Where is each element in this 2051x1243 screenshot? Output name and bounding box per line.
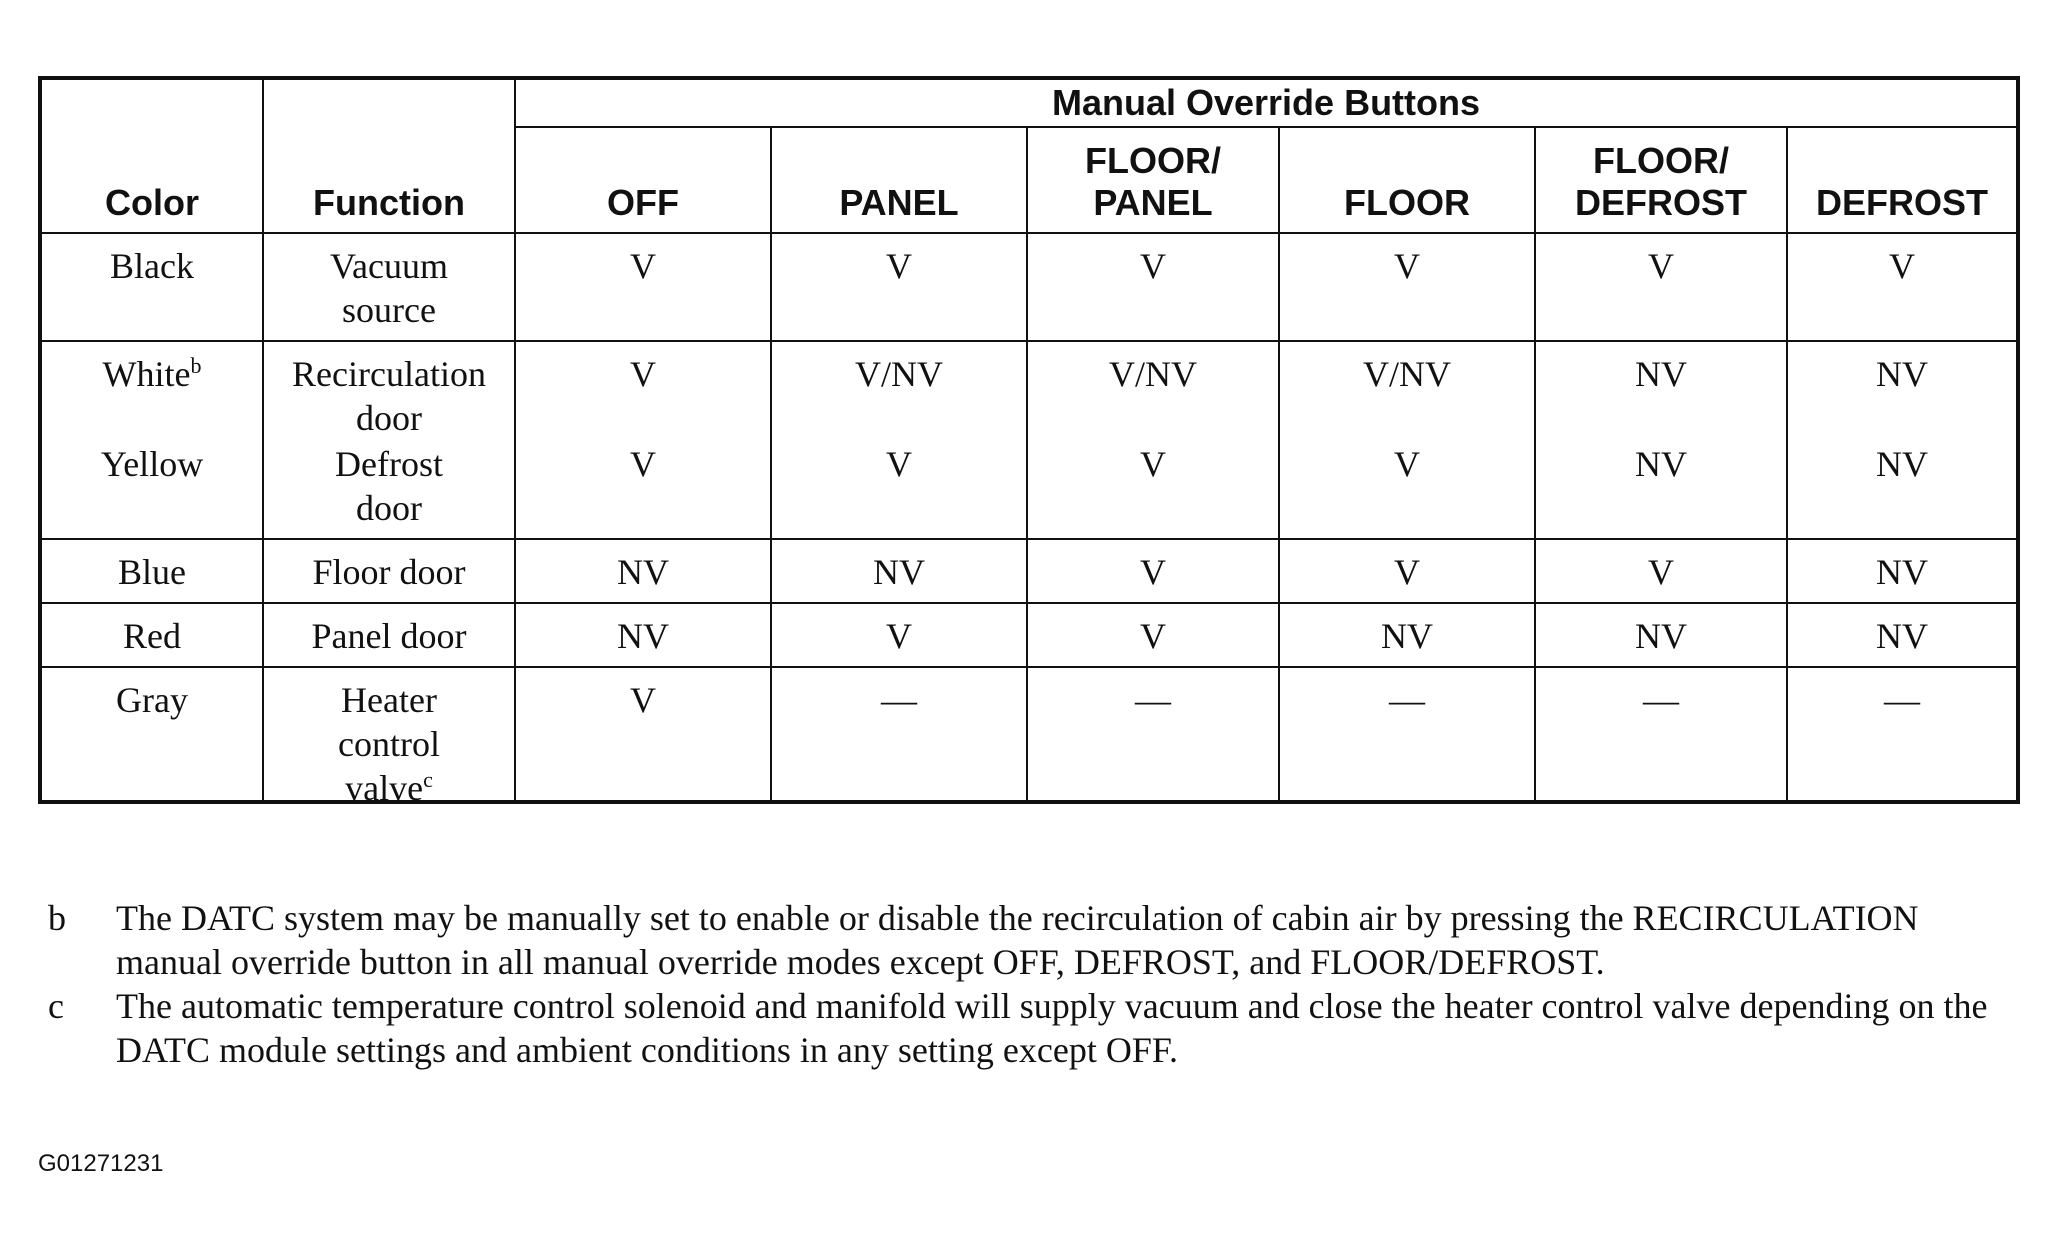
function-header <box>264 80 516 234</box>
column-header-line: FLOOR <box>1344 182 1470 223</box>
value-entry <box>772 678 1026 722</box>
color-name: Gray <box>116 680 188 720</box>
value-cell <box>1280 234 1536 342</box>
vacuum-value: NV <box>1635 354 1687 394</box>
value-cell <box>516 234 772 342</box>
color-entry <box>42 352 262 442</box>
value-entry <box>1280 678 1534 722</box>
function-line <box>264 244 514 288</box>
value-entry <box>772 550 1026 594</box>
value-entry <box>1536 550 1786 594</box>
value-cell <box>772 540 1028 604</box>
value-entry <box>516 352 770 442</box>
value-entry <box>1028 244 1278 288</box>
value-entry <box>1028 614 1278 658</box>
vacuum-value: — <box>1884 680 1920 720</box>
value-entry <box>1788 614 2016 658</box>
value-cell <box>1788 540 2016 604</box>
vacuum-value: V <box>1394 444 1420 484</box>
function-line <box>264 766 514 810</box>
vacuum-value: — <box>1389 680 1425 720</box>
value-entry <box>1536 352 1786 442</box>
vacuum-value: NV <box>1635 616 1687 656</box>
column-header-line: OFF <box>607 182 679 223</box>
function-line <box>264 486 514 530</box>
value-cell <box>772 234 1028 342</box>
value-cell <box>772 668 1028 800</box>
value-cell <box>1028 604 1280 668</box>
function-line <box>264 288 514 332</box>
vacuum-value: V <box>1140 246 1166 286</box>
column-header <box>1028 128 1280 234</box>
function-cell <box>264 604 516 668</box>
value-entry <box>1280 442 1534 532</box>
vacuum-value: V <box>630 246 656 286</box>
value-entry <box>1788 244 2016 288</box>
value-entry <box>772 352 1026 442</box>
value-cell <box>516 668 772 800</box>
column-header-line: PANEL <box>839 182 959 223</box>
vacuum-value: NV <box>617 552 669 592</box>
value-cell <box>772 604 1028 668</box>
value-entry <box>1280 550 1534 594</box>
vacuum-value: V <box>886 246 912 286</box>
vacuum-value: — <box>1135 680 1171 720</box>
value-entry <box>1536 442 1786 532</box>
value-entry <box>1536 678 1786 722</box>
function-text: Heater <box>341 680 437 720</box>
value-cell <box>1280 342 1536 540</box>
value-entry <box>1536 244 1786 288</box>
footnotes <box>48 896 2018 1072</box>
footnote-ref: c <box>423 767 433 792</box>
color-cell <box>42 604 264 668</box>
value-cell <box>1280 604 1536 668</box>
vacuum-value: V <box>1889 246 1915 286</box>
vacuum-value: V <box>1394 246 1420 286</box>
vacuum-value: NV <box>1635 444 1687 484</box>
vacuum-value: V/NV <box>1363 354 1451 394</box>
color-cell <box>42 342 264 540</box>
column-header <box>772 128 1028 234</box>
value-cell <box>516 540 772 604</box>
vacuum-value: NV <box>1876 444 1928 484</box>
value-entry <box>516 614 770 658</box>
color-name: Blue <box>118 552 186 592</box>
value-entry <box>516 442 770 532</box>
function-line <box>264 396 514 440</box>
color-entry <box>42 614 262 658</box>
function-entry <box>264 442 514 532</box>
value-entry <box>1028 352 1278 442</box>
vacuum-value: V <box>630 680 656 720</box>
footnote-text: The automatic temperature control solenoid and manifold will supply vacuum and close the heater control valve depending on the DATC module settings and ambient conditions in any setting except OFF. <box>116 986 1988 1070</box>
vacuum-value: NV <box>873 552 925 592</box>
function-line <box>264 614 514 658</box>
value-cell <box>1788 342 2016 540</box>
vacuum-routing-table <box>38 76 2020 808</box>
value-cell <box>772 342 1028 540</box>
function-text: door <box>356 398 422 438</box>
function-cell <box>264 668 516 808</box>
vacuum-value: V <box>630 444 656 484</box>
value-entry <box>1536 614 1786 658</box>
value-cell <box>1788 234 2016 342</box>
column-header <box>1788 128 2016 234</box>
function-text: Floor door <box>312 552 466 592</box>
column-header-line: FLOOR/ <box>1593 140 1729 181</box>
color-cell <box>42 540 264 604</box>
vacuum-value: — <box>881 680 917 720</box>
value-cell <box>1028 342 1280 540</box>
color-name: Black <box>110 246 194 286</box>
function-entry <box>264 678 514 810</box>
value-cell <box>1788 604 2016 668</box>
function-cell <box>264 540 516 604</box>
column-header <box>1536 128 1788 234</box>
function-text: door <box>356 488 422 528</box>
function-entry <box>264 352 514 442</box>
color-cell <box>42 234 264 342</box>
value-entry <box>1280 352 1534 442</box>
vacuum-value: NV <box>1876 552 1928 592</box>
value-cell <box>1280 668 1536 800</box>
value-cell <box>516 342 772 540</box>
vacuum-value: V <box>886 444 912 484</box>
color-entry <box>42 550 262 594</box>
column-header <box>1280 128 1536 234</box>
value-cell <box>1536 342 1788 540</box>
color-header-text: Color <box>105 182 199 223</box>
value-entry <box>1028 550 1278 594</box>
value-entry <box>772 614 1026 658</box>
column-header-line: DEFROST <box>1574 182 1747 223</box>
value-cell <box>1028 234 1280 342</box>
manual-override-header: Manual Override Buttons <box>516 80 2016 128</box>
vacuum-value: V <box>1140 444 1166 484</box>
function-line <box>264 352 514 396</box>
footnote-ref: b <box>190 353 202 378</box>
value-entry <box>1788 550 2016 594</box>
color-name: Yellow <box>100 444 204 484</box>
function-text: control <box>338 724 440 764</box>
value-entry <box>772 244 1026 288</box>
function-text: Recirculation <box>292 354 486 394</box>
vacuum-value: V <box>630 354 656 394</box>
function-line <box>264 550 514 594</box>
function-text: valve <box>345 768 424 808</box>
footnote <box>48 984 2018 1072</box>
color-entry <box>42 442 262 532</box>
color-name: Red <box>123 616 181 656</box>
function-entry <box>264 550 514 594</box>
vacuum-value: NV <box>1876 354 1928 394</box>
vacuum-value: V/NV <box>1109 354 1197 394</box>
value-entry <box>1280 614 1534 658</box>
value-cell <box>1536 668 1788 800</box>
value-entry <box>516 550 770 594</box>
function-line <box>264 442 514 486</box>
color-entry <box>42 244 262 288</box>
value-cell <box>1788 668 2016 800</box>
value-entry <box>1788 352 2016 442</box>
function-text: Vacuum <box>330 246 448 286</box>
color-entry <box>42 678 262 722</box>
column-header-line: PANEL <box>1093 182 1213 223</box>
value-cell <box>1280 540 1536 604</box>
function-entry <box>264 244 514 332</box>
vacuum-value: V <box>1394 552 1420 592</box>
value-entry <box>1028 678 1278 722</box>
footnote-marker: b <box>48 898 66 938</box>
vacuum-value: V/NV <box>855 354 943 394</box>
function-line <box>264 678 514 722</box>
value-entry <box>516 678 770 722</box>
value-cell <box>1536 604 1788 668</box>
value-entry <box>1788 678 2016 722</box>
value-cell <box>1536 234 1788 342</box>
value-entry <box>1028 442 1278 532</box>
vacuum-value: NV <box>1876 616 1928 656</box>
function-text: source <box>342 290 436 330</box>
footnote-marker: c <box>48 986 64 1026</box>
column-header-line: FLOOR/ <box>1085 140 1221 181</box>
footnote <box>48 896 2018 984</box>
color-header <box>42 80 264 234</box>
function-entry <box>264 614 514 658</box>
column-header-line: DEFROST <box>1815 182 1988 223</box>
value-entry <box>1280 244 1534 288</box>
function-header-text: Function <box>313 182 465 223</box>
vacuum-value: NV <box>617 616 669 656</box>
footnote-text: The DATC system may be manually set to enable or disable the recirculation of cabin air by pressing the RECIRCULATION manual override button in all manual override modes except OFF, DEFROST, and FLOOR/DEFROST. <box>116 898 1919 982</box>
value-cell <box>1028 668 1280 800</box>
value-cell <box>516 604 772 668</box>
vacuum-value: V <box>1648 552 1674 592</box>
vacuum-value: V <box>1140 616 1166 656</box>
value-entry <box>772 442 1026 532</box>
value-entry <box>1788 442 2016 532</box>
vacuum-value: NV <box>1381 616 1433 656</box>
function-cell <box>264 234 516 342</box>
vacuum-value: V <box>1140 552 1166 592</box>
function-line <box>264 722 514 766</box>
value-cell <box>1536 540 1788 604</box>
function-cell <box>264 342 516 540</box>
vacuum-value: — <box>1643 680 1679 720</box>
column-header <box>516 128 772 234</box>
value-cell <box>1028 540 1280 604</box>
function-text: Panel door <box>311 616 467 656</box>
function-text: Defrost <box>335 444 443 484</box>
vacuum-value: V <box>1648 246 1674 286</box>
vacuum-value: V <box>886 616 912 656</box>
color-name: White <box>102 354 191 394</box>
color-cell <box>42 668 264 800</box>
value-entry <box>516 244 770 288</box>
figure-id: G01271231 <box>38 1150 164 1177</box>
